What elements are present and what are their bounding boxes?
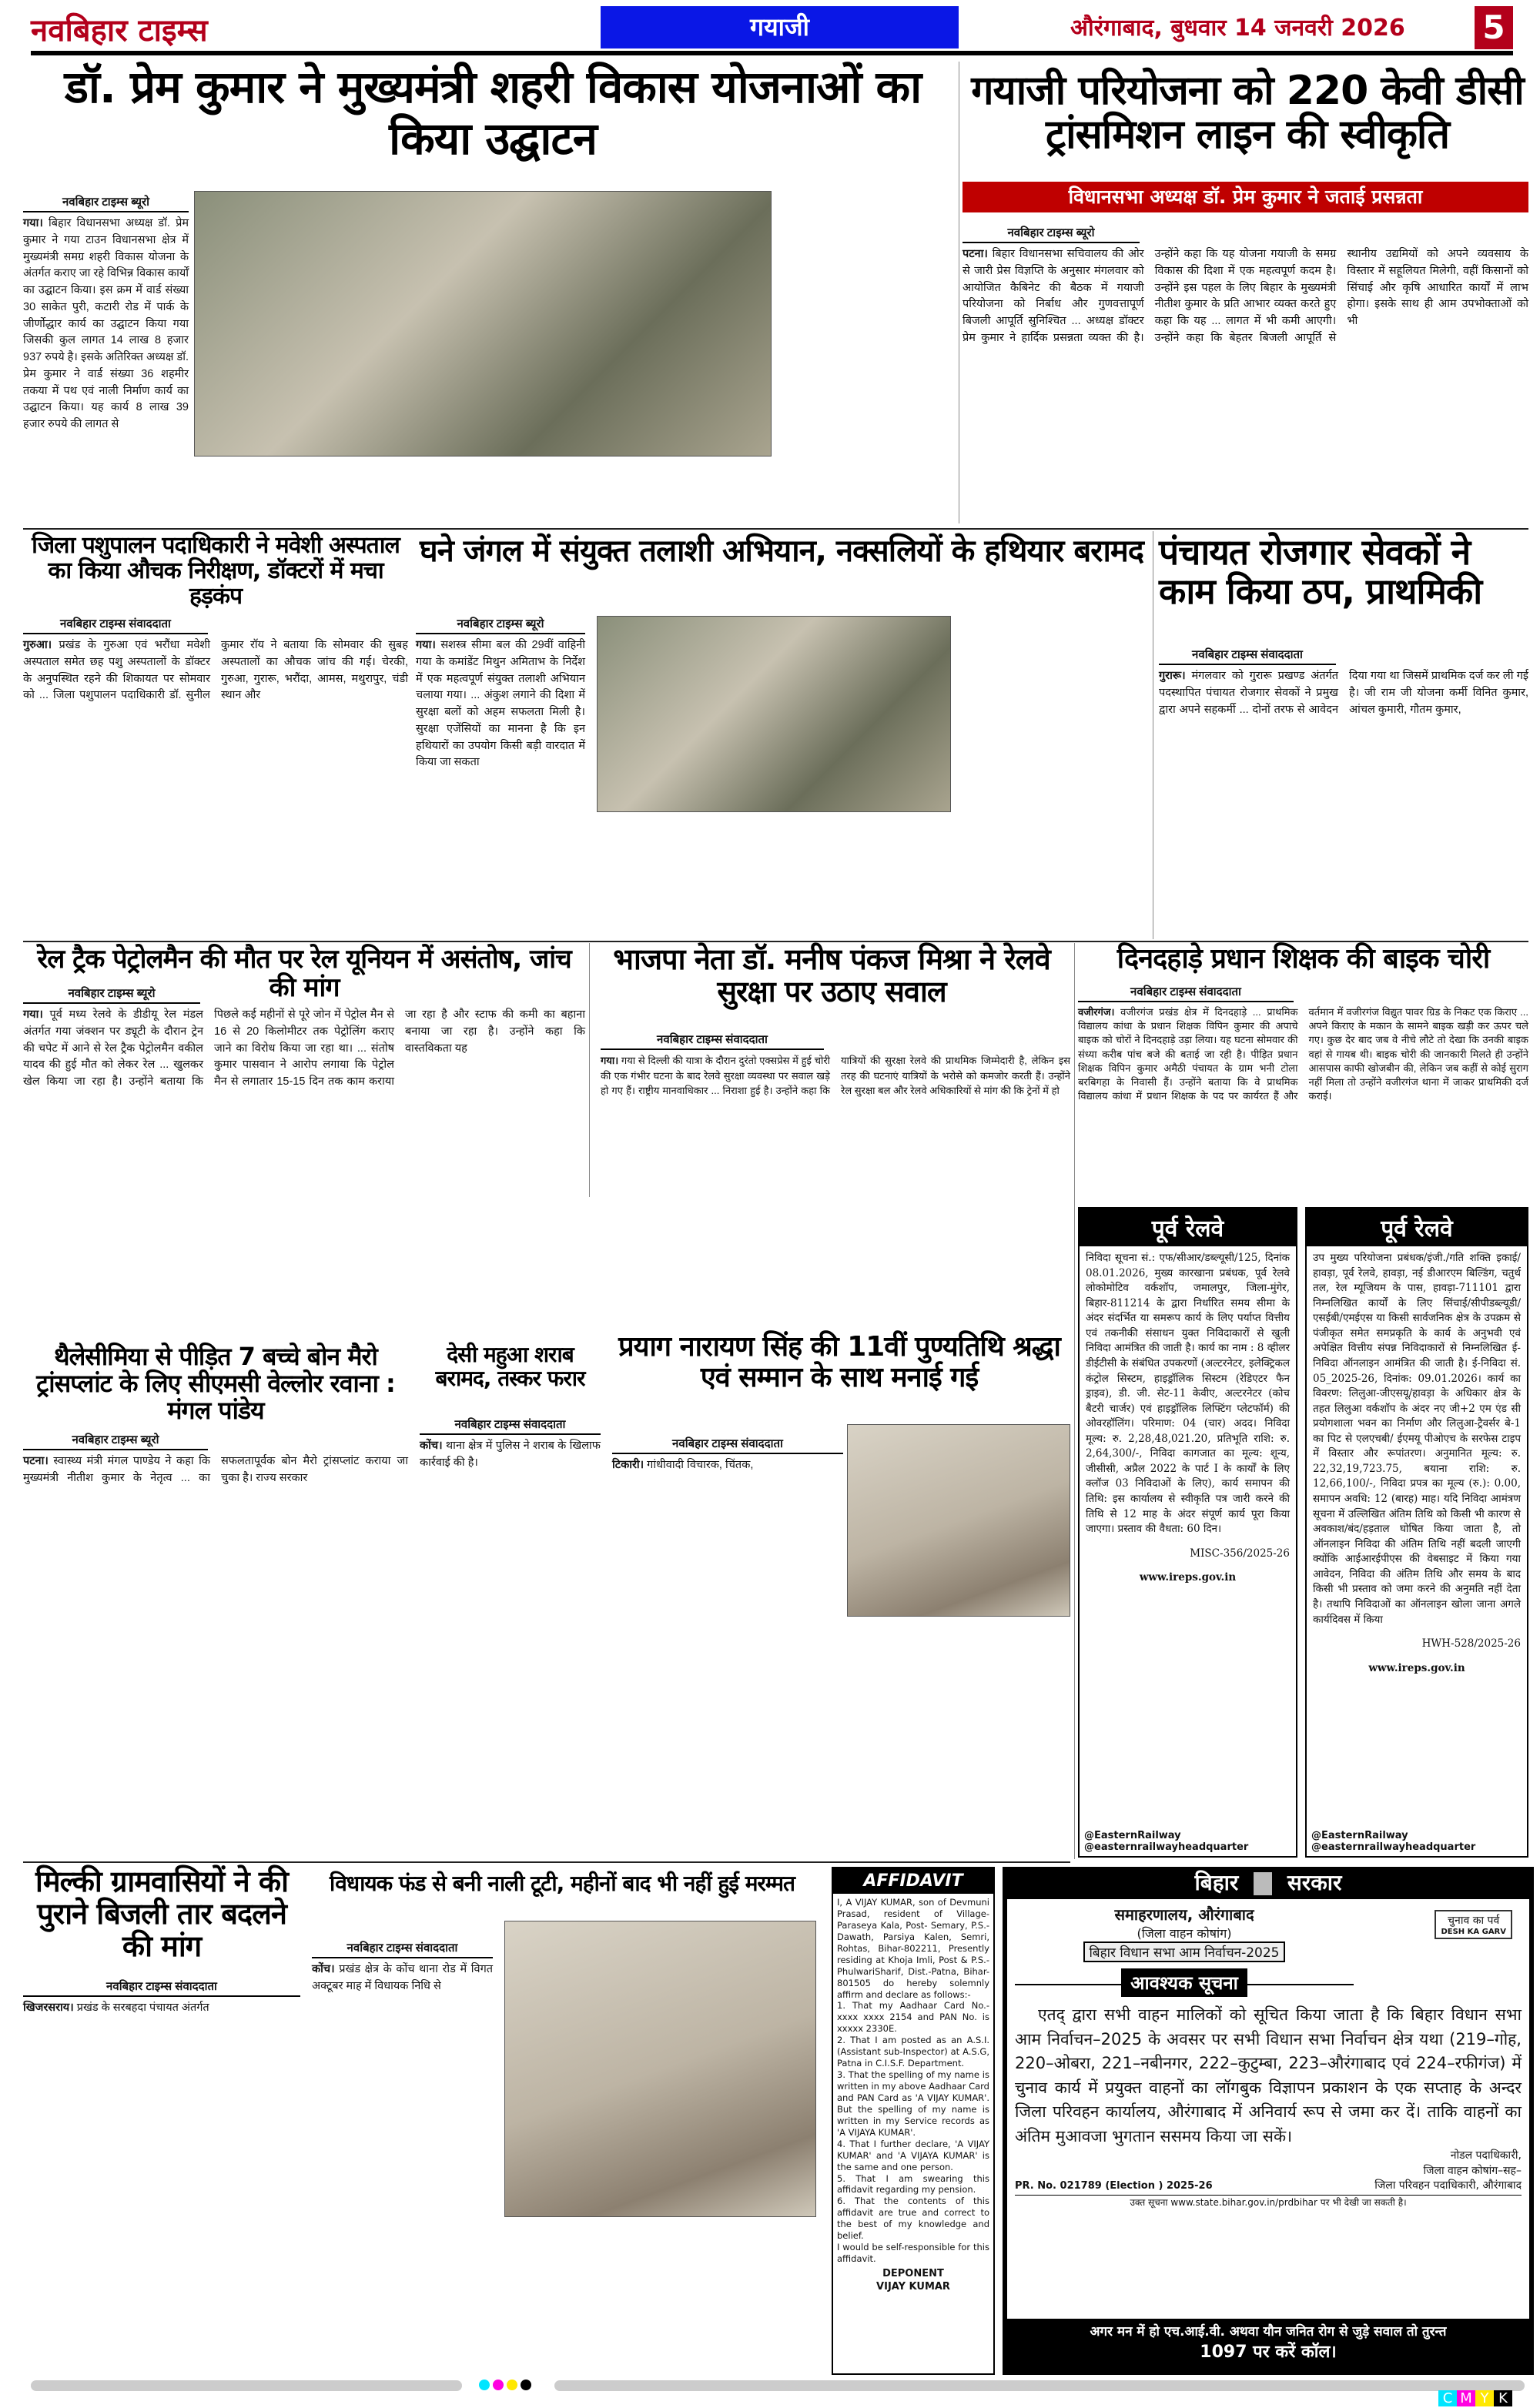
- bjp-article: [601, 1032, 1070, 1099]
- naxal-headline: घने जंगल में संयुक्त तलाशी अभियान, नक्सलियों के हथियार बरामद: [419, 533, 1144, 569]
- ad-website[interactable]: www.ireps.gov.in: [1368, 1661, 1465, 1674]
- facebook-handle[interactable]: @easternrailwayheadquarter: [1311, 1841, 1476, 1853]
- byline: नवबिहार टाइम्स संवाददाता: [312, 1940, 493, 1958]
- ad-title: AFFIDAVIT: [833, 1868, 993, 1894]
- dateline: गुरुआ।: [23, 639, 52, 651]
- body-text: मंगलवार को गुरारू प्रखण्ड अंतर्गत पदस्थापित पंचायत रोजगार सेवकों ने प्रमुख द्वारा अपने सहकर्मी ... दोनों तरफ से आवेदन दिया गया था जिसमें प्राथमिक दर्ज कर ली गई है। जी राम जी योजना कर्मी विनित कुमार, आंचल कुमारी, गौतम कुमार,: [1159, 670, 1528, 716]
- divider: [23, 528, 1528, 530]
- article-body: [962, 246, 1528, 347]
- website-note[interactable]: उक्त सूचना www.state.bihar.gov.in/prdbihar पर भी देखी जा सकती है।: [1015, 2195, 1522, 2209]
- body-text: प्रखंड के सरबहदा पंचायत अंतर्गत: [76, 2002, 209, 2014]
- article-body: [1159, 668, 1528, 718]
- byline: नवबिहार टाइम्स ब्यूरो: [416, 616, 585, 634]
- ad-body: उप मुख्य परियोजना प्रबंधक/इंजी./गति शक्ति इकाई/हावड़ा, पूर्व रेलवे, हावड़ा, नई डीआरएम बिल्डिंग, चतुर्थ तल, रेल म्यूजियम के पास, हावड़ा-711101 द्वारा निम्नलिखित कार्यों के लिए सिंचाई/सीपीडब्ल्यूडी/एसईबी/एमईएस या किसी सार्वजनिक क्षेत्र के उपक्रम से पंजीकृत समेत समप्रकृति के कार्य के अनुभवी एवं अपेक्षित वित्तीय संपन्न निविदाकारों से निम्नलिखित ई-निविदा ऑनलाइन आमंत्रित की जाती है। ई-निविदा सं. 05_2025-26, दिनांक: 09.01.2026। कार्य का विवरण: लिलुआ-जीएसयू/हावड़ा के अधिकार क्षेत्र के तहत लिलुआ वर्कशॉप के अंदर नए जी+2 एम एंड सी प्रयोगशाला भवन का निर्माण और लिलुआ-ट्रैवर्सर बे-1 का पिट से एलएचबी/ ईएमयू पीओएच के सरफेस टाइप में विस्तार और रूपांतरण। अनुमानित मूल्य: रु. 22,32,19,723.75, बयाना राशि: रु. 12,66,100/-, निविदा प्रपत्र का मूल्य (रु.): 0.00, समापन अवधि: 12 (बारह) माह। यदि निविदा आमंत्रण सूचना में उल्लिखित अंतिम तिथि को किसी भी कारण से अवकाश/बंद/हड़ताल घोषित किया जाता है, तो ऑनलाइन निविदा की अंतिम तिथि नहीं बदली जाएगी क्योंकि आईआरईपीएस की वेबसाइट में किया गया आवेदन, निविदा की अंतिम तिथि और समय के बाद किसी भी प्रस्ताव को जमा करने की अनुमति नहीं देता है। तथापि निविदाओं का ऑनलाइन खोला जाना अगले कार्यदिवस में किया: [1313, 1252, 1521, 1626]
- body-text: पूर्व मध्य रेलवे के डीडीयू रेल मंडल अंतर्गत गया जंक्शन पर ड्यूटी के दौरान ट्रेन की चपेट में आने से रेल ट्रैक पेट्रोलमैन वकील यादव की हुई मौत को लेकर रेल ... खुलकर खेल किया जा रहा है। उन्होंने बताया कि पिछले कई महीनों से पूरे जोन में पेट्रोल मैन से 16 से 20 किलोमीटर तक पेट्रोलिंग कराए जाने का विरोध किया जा रहा था। ... संतोष कुमार पासवान ने आरोप लगाया कि पेट्रोल मैन से लगातार 15-15 दिन तक काम कराया जा रहा है और स्टाफ की कमी का बहाना बनाया जा रहा है। उन्होंने कहा कि वास्तविकता यह: [23, 1008, 585, 1088]
- byline: नवबिहार टाइम्स ब्यूरो: [23, 194, 189, 212]
- bike-headline: दिनदहाड़े प्रधान शिक्षक की बाइक चोरी: [1116, 943, 1490, 975]
- notice-body: एतद् द्वारा सभी वाहन मालिकों को सूचित किया जाता है कि बिहार विधान सभा आम निर्वाचन–2025 के अवसर पर सभी विधान सभा निर्वाचन क्षेत्र यथा (219–गोह, 220–ओबरा, 221–नबीनगर, 222–कुटुम्बा, 223–औरंगाबाद एवं 224–रफीगंज) में चुनाव कार्य में प्रयुक्त वाहनों का लॉगबुक विज्ञापन प्रकाशन के एक सप्ताह के अन्दर जिला परिवहन कार्यालय, औरंगाबाद में अनिवार्य रूप से जमा कर दें। ताकि वाहनों का अंतिम मुआवजा भुगतान ससमय किया जा सकें।: [1015, 2005, 1522, 2145]
- article-body: [601, 1053, 1070, 1099]
- affidavit-intro: I, A VIJAY KUMAR, son of Devmuni Prasad, resident of Village-Paraseya Kala, Post- Semary, P.S.- Dawath, Parsiya Kalen, Semri, Rohtas, Bihar-802211, Presently residing at Khoja Imli, Post & P.S.-PhulwariSharif, Dist.-Patna, Bihar-801505 do hereby solemnly affirm and declare as follows:-: [837, 1897, 989, 2000]
- body-text: वजीरगंज प्रखंड क्षेत्र में दिनदहाड़े ... प्राथमिक विद्यालय कांधा के प्रधान शिक्षक विपिन कुमार की अपाचे बाइक को चोरों ने दिनदहाड़े उड़ा लिया। यह घटना सोमवार की संध्या करीब पांच बजे की बताई जा रही है। पीड़ित प्रधान शिक्षक विपिन कुमार अमैठी पंचायत के ग्राम भनी टोला बरबिगहा के निवासी हैं। उन्होंने बताया कि वे प्राथमिक विद्यालय कांधा में प्रधान शिक्षक के पद पर कार्यरत हैं और वर्तमान में वजीरगंज विद्युत पावर ग्रिड के निकट एक किराए ... अपने किराए के मकान के सामने बाइक खड़ी कर ऊपर चले गए। कुछ देर बाद जब वे नीचे लौटे तो देखा कि उनकी बाइक वहां से गायब थी। बाइक चोरी की जानकारी मिलते ही उन्होंने आसपास काफी खोजबीन की, लेकिन जब कहीं से कोई सुराग नहीं मिला तो उन्होंने वजीरगंज थाना में जाकर प्राथमिकी दर्ज कराई।: [1078, 1006, 1528, 1102]
- bike-article: [1078, 984, 1528, 1103]
- pr-number: PR. No. 021789 (Election ) 2025-26: [1015, 2179, 1213, 2192]
- dateline: वजीरगंज।: [1078, 1006, 1115, 1018]
- liquor-article: [420, 1416, 601, 1472]
- byline: नवबिहार टाइम्स संवाददाता: [1159, 647, 1336, 665]
- dateline: खिजरसराय।: [23, 2002, 74, 2014]
- anniversary-photo: [847, 1424, 1070, 1617]
- naxal-photo: [597, 616, 951, 812]
- affidavit-item: 5. That I am swearing this affidavit regarding my pension.: [837, 2172, 989, 2196]
- thalassemia-article: [23, 1432, 408, 1487]
- article-body: [416, 637, 585, 771]
- naxal-article: [416, 616, 585, 771]
- lead-article: [23, 194, 189, 433]
- electric-headline: मिल्की ग्रामवासियों ने की पुराने बिजली तार बदलने की मांग: [35, 1865, 288, 1963]
- ad-body: निविदा सूचना सं.: एफ/सीआर/डब्ल्यूसी/125, दिनांक 08.01.2026, मुख्य कारखाना प्रबंधक, पूर्व रेलवे लोकोमोटिव वर्कशॉप, जमालपुर, जिला-मुंगेर, बिहार-811214 के द्वारा निर्धारित समय सीमा के अंदर संदर्भित या समरूप कार्य के लिए पर्याप्त वित्तीय एवं तकनीकी संसाधन युक्त निविदाकारों से खुली निविदा आमंत्रित की जाती है। कार्य का नाम : 8 व्हीलर डीईटीसी के संबंधित उपकरणों (अल्टरनेटर, इलेक्ट्रिकल कंट्रोल सिस्टम, हाइड्रॉलिक सिस्टम (रेडिएटर फैन ड्राइव), डी. जी. सेट-11 केवीए, अल्टरनेटर (कोच बैटरी चार्जर) एवं हाइड्रॉलिक लिफ्टिंग प्लेटफॉर्म) की ओवरहॉलिंग। परिमाण: 04 (चार) अदद। निविदा मूल्य: रु. 2,28,48,021.20, प्रतिभूति राशि: रु. 2,64,300/-, निविदा कागजात का मूल्य: शून्य, जीसीसी, अप्रैल 2022 के पार्ट I के कार्यों के लिए क्लॉज 03 निविदाओं के लिए), कार्य समापन की तिथि: इस कार्यालय से स्वीकृति पत्र जारी करने की तिथि से 12 माह के अंदर संपूर्ण कार्य पूरा किया जाएगा। प्रस्ताव की वैधता: 60 दिन।: [1086, 1252, 1290, 1536]
- thalassemia-headline: थैलेसीमिया से पीड़ित 7 बच्चे बोन मैरो ट्रांसप्लांट के लिए सीएमसी वेल्लोर रवाना : मंगल पांडेय: [36, 1342, 395, 1426]
- lead-headline: डॉ. प्रेम कुमार ने मुख्यमंत्री शहरी विकास योजनाओं का किया उद्घाटन: [64, 61, 922, 165]
- ad-code: MISC-356/2025-26: [1190, 1547, 1290, 1560]
- body-text: गांधीवादी विचारक, चिंतक,: [647, 1459, 754, 1471]
- drain-headline: विधायक फंड से बनी नाली टूटी, महीनों बाद भी नहीं हुई मरम्मत: [330, 1871, 795, 1896]
- banner-left: बिहार: [1194, 1870, 1239, 1895]
- hiv-helpline-line2: 1097 पर करें कॉल।: [1200, 2343, 1337, 2362]
- railway-tender-ad-1: [1078, 1207, 1297, 1858]
- body-text: बिहार विधानसभा सचिवालय की ओर से जारी प्रेस विज्ञप्ति के अनुसार मंगलवार को आयोजित कैबिनेट की बैठक में गयाजी परियोजना को निर्बाध और गुणवत्तापूर्ण बिजली आपूर्ति सुनिश्चित ... अध्यक्ष डॉक्टर प्रेम कुमार ने हार्दिक प्रसन्नता व्यक्त की है। उन्होंने कहा कि यह योजना गयाजी के समग्र विकास की दिशा में एक महत्वपूर्ण कदम है। उन्होंने इस पहल के लिए बिहार के मुख्यमंत्री नीतीश कुमार के प्रति आभार व्यक्त करते हुए कहा कि यह ... लागत में भी कमी आएगी। उन्होंने कहा कि बेहतर बिजली आपूर्ति से स्थानीय उद्यमियों को अपने व्यवसाय के विस्तार में सहूलियत मिलेगी, वहीं किसानों को सिंचाई और कृषि आधारित कार्यों में लाभ होगा। इसके साथ ही आम उपभोक्ताओं को भी: [962, 248, 1528, 344]
- dateline: गया।: [23, 217, 43, 229]
- body-text: बिहार विधानसभा अध्यक्ष डॉ. प्रेम कुमार ने गया टाउन विधानसभा क्षेत्र में मुख्यमंत्री समग्र शहरी विकास योजना के अंतर्गत कराए जा रहे विभिन्न विकास कार्यों का उद्घाटन किया। इस क्रम में वार्ड संख्या 30 साकेत पुरी, कटारी रोड में पार्क के जीर्णोद्धार कार्य का उद्घाटन किया गया जिसकी कुल लागत 14 लाख 8 हजार 937 रुपये है। इसके अतिरिक्त अध्यक्ष डॉ. प्रेम कुमार ने वार्ड संख्या 36 शहमीर तकया में पथ एवं नाली निर्माण कार्य का उद्घाटन किया। यह कार्य 8 लाख 39 हजार रुपये की लागत से: [23, 217, 189, 430]
- column-rule: [1074, 943, 1075, 1859]
- article-body: [612, 1457, 843, 1474]
- cmyk-c: C: [1438, 2390, 1457, 2406]
- body-text: गया से दिल्ली की यात्रा के दौरान दुरंतो एक्सप्रेस में हुई चोरी की एक गंभीर घटना के बाद रेलवे सुरक्षा व्यवस्था पर सवाल खड़े हो गए हैं। राष्ट्रीय मानवाधिकार ... निराशा हुई है। उन्होंने कहा कि यात्रियों की सुरक्षा रेलवे की प्राथमिक जिम्मेदारी है, लेकिन इस तरह की घटनाएं यात्रियों के भरोसे को कमजोर करती हैं। उन्होंने रेल सुरक्षा बल और रेलवे अधिकारियों से मांग की कि ट्रेनों में हो: [601, 1055, 1070, 1096]
- logo-text-en: DESH KA GARV: [1441, 1928, 1506, 1936]
- electric-article: [23, 1978, 300, 2017]
- article-body: [23, 637, 408, 704]
- dateline: गया।: [416, 639, 436, 651]
- body-text: प्रखंड क्षेत्र के कोंच थाना रोड में विगत अक्टूबर माह में विधायक निधि से: [312, 1963, 494, 1992]
- article-body: [420, 1438, 601, 1472]
- drain-article: [312, 1940, 493, 1995]
- transmission-strap: विधानसभा अध्यक्ष डॉ. प्रेम कुमार ने जताई प्रसन्नता: [962, 182, 1528, 212]
- byline: नवबिहार टाइम्स संवाददाता: [23, 616, 208, 634]
- registration-bar: [31, 2380, 462, 2391]
- bihar-govt-notice: [1003, 1867, 1534, 2375]
- page-number: 5: [1475, 6, 1513, 49]
- affidavit-item: 1. That my Aadhaar Card No.- xxxx xxxx 2154 and PAN No. is xxxxx 2330E.: [837, 2000, 989, 2035]
- ad-website[interactable]: www.ireps.gov.in: [1139, 1571, 1237, 1584]
- affidavit-item: 3. That the spelling of my name is written in my above Aadhaar Card and PAN Card as 'A VIJAY KUMAR'. But the spelling of my name is written in my Service records as 'A VIJAYA KUMAR'.: [837, 2069, 989, 2138]
- ad-code: HWH-528/2025-26: [1421, 1637, 1521, 1650]
- body-text: सशस्त्र सीमा बल की 29वीं वाहिनी गया के कमांडेंट मिथुन अमिताभ के निर्देश में एक महत्वपूर्ण संयुक्त तलाशी अभियान चलाया गया। ... अंकुश लगाने की दिशा में सुरक्षा बलों को अहम सफलता मिली है। सुरक्षा एजेंसियों का मानना है कि इन हथियारों का उपयोग किसी बड़ी वारदात में किया जा सकता: [416, 639, 585, 769]
- deponent: DEPONENT: [882, 2268, 944, 2279]
- affidavit-ad: [832, 1867, 995, 2375]
- divider: [23, 1861, 1070, 1863]
- body-text: थाना क्षेत्र में पुलिस ने शराब के खिलाफ कार्रवाई की है।: [420, 1440, 601, 1469]
- dateline: गया।: [601, 1055, 619, 1066]
- byline: नवबिहार टाइम्स संवाददाता: [612, 1436, 843, 1454]
- anniversary-article: [612, 1436, 843, 1474]
- transmission-headline: गयाजी परियोजना को 220 केवी डीसी ट्रांसमिशन लाइन की स्वीकृति: [971, 68, 1524, 159]
- byline: नवबिहार टाइम्स ब्यूरो: [962, 225, 1140, 243]
- office-name: समाहरणालय, औरंगाबाद: [1114, 1905, 1254, 1924]
- hospital-headline: जिला पशुपालन पदाधिकारी ने मवेशी अस्पताल का किया औचक निरीक्षण, डॉक्टरों में मचा हड़कंप: [32, 532, 400, 610]
- liquor-headline: देसी महुआ शराब बरामद, तस्कर फरार: [435, 1342, 585, 1391]
- twitter-handle[interactable]: @EasternRailway: [1311, 1830, 1408, 1841]
- registration-dots: [477, 2379, 533, 2393]
- byline: नवबिहार टाइम्स ब्यूरो: [23, 1432, 208, 1450]
- hospital-article: [23, 616, 408, 704]
- deponent-name: VIJAY KUMAR: [876, 2280, 950, 2293]
- registration-bar: [554, 2380, 1525, 2391]
- masthead-rule: [31, 51, 1513, 55]
- newspaper-title: नवबिहार टाइम्स: [31, 8, 208, 54]
- rail-article: [23, 985, 585, 1091]
- dateline: कोंच।: [420, 1440, 443, 1452]
- affidavit-item: I would be self-responsible for this affidavit.: [837, 2242, 989, 2265]
- section-label: गयाजी: [601, 6, 959, 48]
- cmyk-marker: [1438, 2390, 1512, 2406]
- dateline: टिकारी।: [612, 1459, 644, 1471]
- bjp-headline: भाजपा नेता डॉ. मनीष पंकज मिश्रा ने रेलवे सुरक्षा पर उठाए सवाल: [613, 942, 1050, 1008]
- dateline: पटना।: [962, 248, 988, 260]
- facebook-handle[interactable]: @easternrailwayheadquarter: [1084, 1841, 1249, 1853]
- cmyk-k: K: [1494, 2390, 1512, 2406]
- dateline: कोंच।: [312, 1963, 335, 1975]
- article-body: [23, 2000, 300, 2017]
- panchayat-headline: पंचायत रोजगार सेवकों ने काम किया ठप, प्राथमिकी: [1159, 531, 1482, 612]
- column-rule: [589, 943, 590, 1197]
- hiv-helpline-line1: अगर मन में हो एच.आई.वी. अथवा यौन जनित रोग से जुड़े सवाल तो तुरन्त: [1090, 2324, 1447, 2339]
- rail-headline: रेल ट्रैक पेट्रोलमैन की मौत पर रेल यूनियन में असंतोष, जांच की मांग: [37, 944, 571, 1004]
- dateline: गुरारू।: [1159, 670, 1186, 682]
- article-body: [1078, 1005, 1528, 1103]
- cmyk-y: Y: [1475, 2390, 1494, 2406]
- byline: नवबिहार टाइम्स ब्यूरो: [23, 985, 200, 1004]
- twitter-handle[interactable]: @EasternRailway: [1084, 1830, 1181, 1841]
- byline: नवबिहार टाइम्स संवाददाता: [1078, 984, 1294, 1002]
- logo-text: चुनाव का पर्व: [1448, 1915, 1500, 1927]
- dateline: पटना।: [23, 1455, 49, 1467]
- dept-name: (जिला वाहन कोषांग): [1137, 1926, 1232, 1941]
- body-text: स्वास्थ्य मंत्री मंगल पाण्डेय ने कहा कि मुख्यमंत्री नीतीश कुमार के नेतृत्व ... का सफलतापूर्वक बोन मैरो ट्रांसप्लांट कराया जा चुका है। राज्य सरकार: [23, 1455, 408, 1484]
- signatory-2: जिला वाहन कोषांग–सह–: [1423, 2164, 1522, 2177]
- article-body: [23, 1007, 585, 1091]
- drain-photo: [504, 1921, 816, 2217]
- byline: नवबिहार टाइम्स संवाददाता: [23, 1978, 300, 1997]
- dateline: औरंगाबाद, बुधवार 14 जनवरी 2026: [1070, 15, 1405, 42]
- banner-right: सरकार: [1287, 1870, 1342, 1895]
- article-body: [312, 1962, 493, 1995]
- notice-title: आवश्यक सूचना: [1121, 1968, 1247, 1997]
- affidavit-item: 2. That I am posted as an A.S.I. (Assistant sub-Inspector) at A.S.G, Patna in C.I.S.F. Department.: [837, 2035, 989, 2069]
- signatory-1: नोडल पदाधिकारी,: [1450, 2149, 1522, 2162]
- transmission-article: [962, 225, 1528, 347]
- panchayat-article: [1159, 647, 1528, 718]
- affidavit-item: 6. That the contents of this affidavit are true and correct to the best of my knowledge and belief.: [837, 2196, 989, 2242]
- dateline: गया।: [23, 1008, 43, 1021]
- election-logo: [1435, 1910, 1512, 1939]
- ad-title: पूर्व रेलवे: [1080, 1209, 1296, 1246]
- body-text: प्रखंड के गुरुआ एवं भरौंधा मवेशी अस्पताल समेत छह पशु अस्पतालों के डॉक्टर के अनुपस्थित रहने की शिकायत पर सोमवार को ... जिला पशुपालन पदाधिकारी डॉ. सुनील कुमार रॉय ने बताया कि सोमवार की सुबह अस्पतालों का औचक जांच की गई। चेरकी, गुरुआ, गुरारू, भरौंदा, आमस, मथुरापुर, चंडी स्थान और: [23, 639, 408, 702]
- article-body: [23, 216, 189, 433]
- railway-tender-ad-2: [1305, 1207, 1528, 1858]
- lead-photo: [194, 191, 772, 457]
- article-body: [23, 1453, 408, 1487]
- byline: नवबिहार टाइम्स संवाददाता: [420, 1416, 601, 1435]
- ad-title: पूर्व रेलवे: [1307, 1209, 1527, 1246]
- affidavit-item: 4. That I further declare, 'A VIJAY KUMAR' and 'A VIJAYA KUMAR' is the same and one person.: [837, 2138, 989, 2172]
- byline: नवबिहार टाइम्स संवाददाता: [601, 1032, 824, 1050]
- anniversary-headline: प्रयाग नारायण सिंह की 11वीं पुण्यतिथि श्रद्धा एवं सम्मान के साथ मनाई गई: [618, 1331, 1060, 1393]
- bihar-emblem-icon: [1254, 1872, 1272, 1895]
- election-title: बिहार विधान सभा आम निर्वाचन-2025: [1083, 1941, 1286, 1962]
- signatory-3: जिला परिवहन पदाधिकारी, औरंगाबाद: [1374, 2179, 1522, 2192]
- cmyk-m: M: [1457, 2390, 1475, 2406]
